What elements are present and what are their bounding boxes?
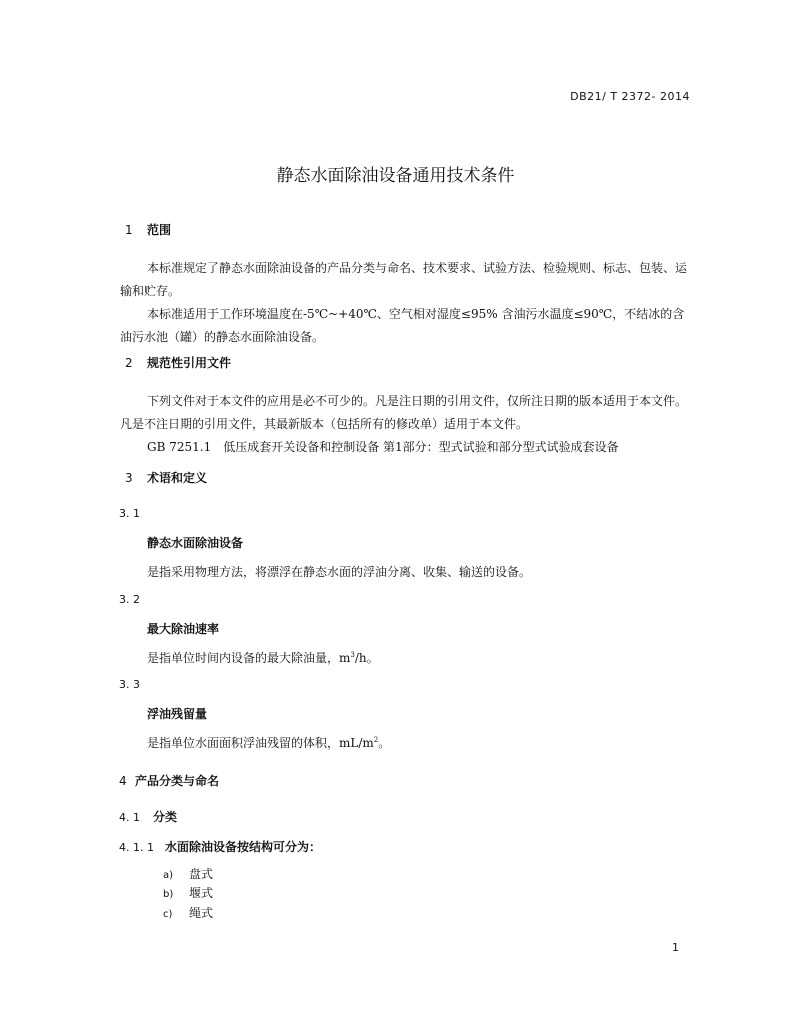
section-title: 范围	[147, 223, 172, 237]
list-text: 盘式	[189, 867, 214, 881]
section-2-heading	[125, 354, 231, 371]
section-2-paragraph-1: 下列文件对于本文件的应用是必不可少的。凡是注日期的引用文件，仅所注日期的版本适用于本文件。凡是不注日期的引用文件，其最新版本（包括所有的修改单）适用于本文件。	[120, 394, 688, 431]
list-text: 绳式	[189, 906, 214, 920]
term-3-2-number: 3. 2	[119, 593, 140, 606]
list-label: a)	[163, 870, 174, 881]
section-number: 2	[125, 356, 133, 370]
section-number: 4. 1. 1	[119, 841, 154, 854]
definition-text: 是指单位水面面积浮油残留的体积，mL/m	[147, 736, 374, 750]
section-3-heading	[125, 469, 207, 486]
list-item	[163, 865, 213, 882]
term-3-1-title: 静态水面除油设备	[147, 536, 244, 550]
definition-text: 是指单位时间内设备的最大除油量，m	[147, 651, 351, 665]
section-1-paragraph-1: 本标准规定了静态水面除油设备的产品分类与命名、技术要求、试验方法、检验规则、标志、包装、运输和贮存。	[120, 261, 688, 298]
term-3-1-definition: 是指采用物理方法，将漂浮在静态水面的浮油分离、收集、输送的设备。	[147, 565, 532, 579]
section-1-heading	[125, 221, 171, 238]
reference-title: 低压成套开关设备和控制设备 第1部分：型式试验和部分型式试验成套设备	[223, 440, 619, 454]
section-4-heading	[119, 772, 219, 789]
definition-unit-tail: 。	[378, 736, 391, 750]
section-title: 术语和定义	[147, 471, 208, 485]
reference-code: GB 7251.1	[147, 440, 212, 454]
list-text: 堰式	[189, 886, 214, 900]
document-code: DB21/ T 2372- 2014	[570, 90, 690, 103]
list-item	[163, 884, 213, 901]
subsection-4-1-1-heading	[119, 838, 321, 855]
term-3-3-number: 3. 3	[119, 678, 140, 691]
subsection-4-1-heading	[119, 808, 177, 825]
section-title: 产品分类与命名	[135, 774, 220, 788]
term-3-1-number: 3. 1	[119, 507, 140, 520]
definition-unit-tail: /h。	[354, 651, 379, 665]
document-title: 静态水面除油设备通用技术条件	[276, 166, 515, 186]
section-number: 4. 1	[119, 811, 140, 824]
section-number: 3	[125, 471, 133, 485]
list-label: b)	[163, 889, 174, 900]
section-1-paragraph-2: 本标准适用于工作环境温度在-5℃~+40℃、空气相对湿度≤95% 含油污水温度≤90℃，不结冰的含油污水池（罐）的静态水面除油设备。	[120, 307, 685, 344]
term-3-2-definition	[147, 649, 379, 666]
list-label: c)	[163, 909, 173, 920]
term-3-2-title: 最大除油速率	[147, 622, 220, 636]
section-title: 规范性引用文件	[147, 356, 232, 370]
term-3-3-definition	[147, 734, 390, 751]
page-number: 1	[672, 941, 679, 954]
normative-reference	[147, 436, 619, 459]
list-item	[163, 904, 213, 921]
section-title: 分类	[153, 810, 178, 824]
section-number: 1	[125, 223, 133, 237]
section-number: 4	[119, 774, 127, 788]
superscript: 3	[350, 651, 355, 659]
term-3-3-title: 浮油残留量	[147, 707, 208, 721]
section-title: 水面除油设备按结构可分为：	[165, 840, 322, 854]
superscript: 2	[373, 736, 379, 744]
